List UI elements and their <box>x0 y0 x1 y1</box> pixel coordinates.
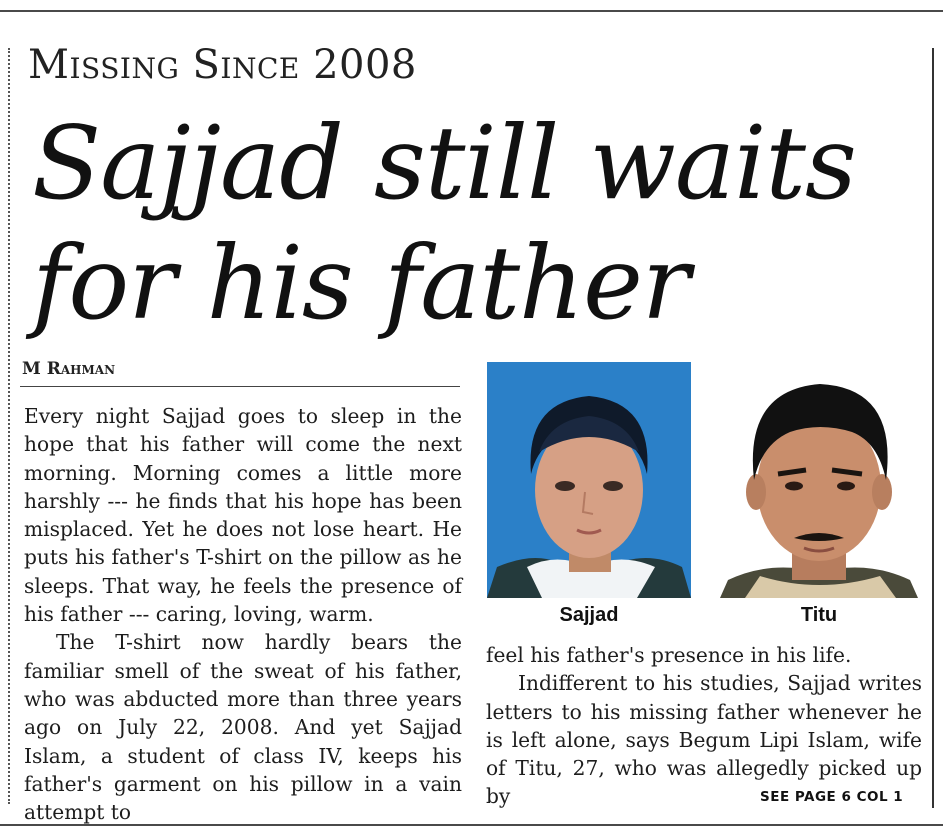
paragraph-2: The T-shirt now hardly bears the familiar smell of the sweat of his father, who was abducted more than three years ago on July 22, 2008. And yet Sajjad Islam, a student of class IV, keeps his father's garment on his pillow in a vain attempt to <box>24 630 462 825</box>
headline-line-1: Sajjad still waits <box>32 104 856 222</box>
continued-jump-line: SEE PAGE 6 COL 1 <box>760 789 904 805</box>
kicker: Missing Since 2008 <box>28 42 417 88</box>
byline-rule <box>20 386 460 387</box>
article-left-column <box>24 402 462 826</box>
caption-sajjad: Sajjad <box>559 604 619 626</box>
article-right-column <box>486 641 922 811</box>
byline: M Rahman <box>22 359 116 379</box>
sajjad-photo <box>487 362 691 598</box>
top-border <box>0 10 943 12</box>
headline-line-2: for his father <box>32 224 690 342</box>
paragraph-1: Every night Sajjad goes to sleep in the hope that his father will come the next morning. Morning comes a little more harshly --- he finds that his hope has been misplaced. Yet he does not lose heart. He puts his father's T-shirt on the pillow as he sleeps. That way, he feels the presence of his father --- caring, loving, warm. <box>24 404 462 627</box>
paragraph-3: feel his father's presence in his life. <box>486 643 852 667</box>
right-column-rule <box>932 48 934 808</box>
paragraph-4: Indifferent to his studies, Sajjad writes letters to his missing father whenever he is left alone, says Begum Lipi Islam, wife of Titu, 27, who was allegedly picked up by <box>486 671 922 809</box>
left-dotted-rule <box>8 48 10 804</box>
caption-titu: Titu <box>800 604 838 626</box>
titu-photo <box>720 362 918 598</box>
